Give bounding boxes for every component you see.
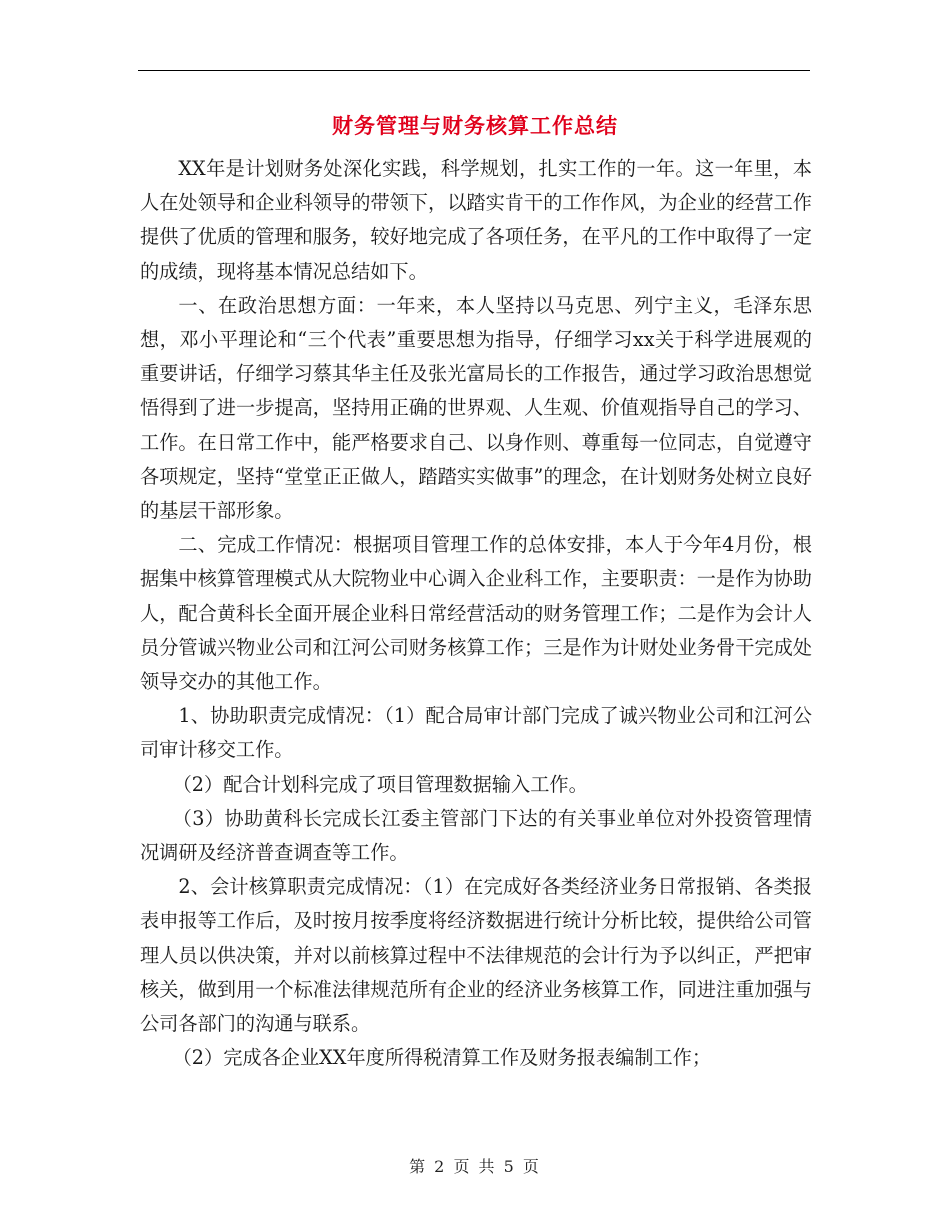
paragraph-assist-item-3: （3）协助黄科长完成长江委主管部门下达的有关事业单位对外投资管理情况调研及经济普查调查等工作。 (140, 806, 812, 865)
paragraph-political: 一、在政治思想方面：一年来，本人坚持以马克思、列宁主义，毛泽东思想，邓小平理论和“三个代表”重要思想为指导，仔细学习xx关于科学进展观的重要讲话，仔细学习蔡其华主任及张光富局长的工作报告，通过学习政治思想觉悟得到了进一步提高，坚持用正确的世界观、人生观、价值观指导自己的学习、工作。在日常工作中，能严格要求自己、以身作则、尊重每一位同志，自觉遵守各项规定，坚持“堂堂正正做人，踏踏实实做事”的理念，在计划财务处树立良好的基层干部形象。 (140, 293, 812, 523)
paragraph-assist-item-2: （2）配合计划科完成了项目管理数据输入工作。 (172, 772, 588, 796)
paragraph-work-status: 二、完成工作情况：根据项目管理工作的总体安排，本人于今年4月份，根据集中核算管理模式从大院物业中心调入企业科工作，主要职责：一是作为协助人，配合黄科长全面开展企业科日常经营活动的财务管理工作；二是作为会计人员分管诚兴物业公司和江河公司财务核算工作；三是作为计财处业务骨干完成处领导交办的其他工作。 (140, 533, 812, 694)
paragraph-accounting-item-2: （2）完成各企业XX年度所得税清算工作及财务报表编制工作； (172, 1046, 712, 1070)
paragraph-accounting-duty: 2、会计核算职责完成情况：（1）在完成好各类经济业务日常报销、各类报表申报等工作后，及时按月按季度将经济数据进行统计分析比较，提供给公司管理人员以供决策，并对以前核算过程中不法律规范的会计行为予以纠正，严把审核关，做到用一个标准法律规范所有企业的经济业务核算工作，同进注重加强与公司各部门的沟通与联系。 (140, 875, 812, 1036)
document-body (140, 152, 812, 1075)
header-rule (138, 70, 810, 71)
paragraph-intro: XX年是计划财务处深化实践，科学规划，扎实工作的一年。这一年里，本人在处领导和企业科领导的带领下，以踏实肯干的工作作风，为企业的经营工作提供了优质的管理和服务，较好地完成了各项任务，在平凡的工作中取得了一定的成绩，现将基本情况总结如下。 (140, 157, 812, 283)
page-number-footer: 第 2 页 共 5 页 (409, 1157, 541, 1176)
document-title: 财务管理与财务核算工作总结 (332, 114, 618, 138)
paragraph-assist-duty: 1、协助职责完成情况：（1）配合局审计部门完成了诚兴物业公司和江河公司审计移交工作。 (140, 704, 812, 762)
